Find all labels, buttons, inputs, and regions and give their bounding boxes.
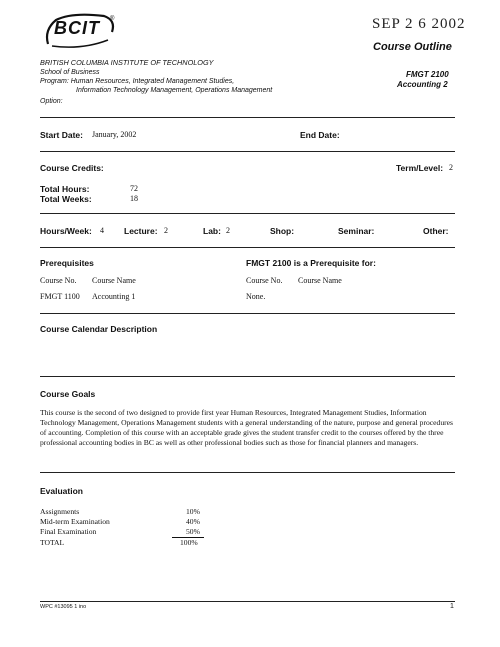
divider: [40, 213, 455, 214]
start-date-value: January, 2002: [92, 130, 137, 139]
course-credits-label: Course Credits:: [40, 163, 104, 173]
lecture-value: 2: [164, 226, 168, 235]
doc-title: Course Outline: [373, 41, 452, 53]
eval-item: Assignments: [40, 507, 80, 516]
eval-total-value: 100%: [180, 538, 198, 547]
page-number: 1: [450, 603, 454, 610]
divider: [40, 313, 455, 314]
calendar-description-title: Course Calendar Description: [40, 324, 158, 334]
seminar-label: Seminar:: [338, 226, 375, 236]
eval-pct: 40%: [186, 517, 200, 526]
course-name: Accounting 2: [397, 80, 448, 89]
prereq-col-name: Course Name: [92, 276, 136, 285]
date-stamp: SEP 2 6 2002: [372, 16, 466, 32]
eval-total-label: TOTAL: [40, 538, 65, 547]
program-line-2: Information Technology Management, Operations Management: [76, 87, 273, 94]
is-prereq-row-no: None.: [246, 292, 266, 301]
option-label: Option:: [40, 98, 63, 105]
divider: [40, 151, 455, 152]
logo-text: BCIT: [54, 18, 100, 38]
course-goals-text: This course is the second of two designed to provide first year Human Resources, Integrated Management Studies, Information Technology Management, Operations Management students with a general understanding of the nature, purpose and general procedures of accounting. Completion of this course with an acceptable grade gives the student transfer credit to the courses offered by the three professional accounting bodies in BC as well as other professional bodies such as those for financial planners and managers.: [40, 408, 453, 447]
lab-value: 2: [226, 226, 230, 235]
total-weeks-label: Total Weeks:: [40, 194, 92, 204]
hours-week-label: Hours/Week:: [40, 226, 92, 236]
total-hours-value: 72: [130, 184, 138, 193]
footer-code: WPC #13095 1 ino: [40, 604, 87, 610]
school-name: School of Business: [40, 69, 100, 76]
evaluation-title: Evaluation: [40, 486, 83, 496]
footer-divider: [40, 601, 455, 602]
divider: [40, 376, 455, 377]
divider: [40, 117, 455, 118]
is-prerequisite-title: FMGT 2100 is a Prerequisite for:: [246, 258, 376, 268]
prereq-row-no: FMGT 1100: [40, 292, 80, 301]
program-line-1: Program: Human Resources, Integrated Management Studies,: [40, 78, 235, 85]
eval-pct: 10%: [186, 507, 200, 516]
end-date-label: End Date:: [300, 130, 340, 140]
other-label: Other:: [423, 226, 449, 236]
is-prereq-col-no: Course No.: [246, 276, 283, 285]
prereq-col-no: Course No.: [40, 276, 77, 285]
course-code: FMGT 2100: [406, 70, 449, 79]
shop-label: Shop:: [270, 226, 295, 236]
divider: [40, 472, 455, 473]
course-goals-title: Course Goals: [40, 389, 96, 399]
prereq-row-name: Accounting 1: [92, 292, 136, 301]
is-prereq-col-name: Course Name: [298, 276, 342, 285]
total-weeks-value: 18: [130, 194, 138, 203]
total-hours-label: Total Hours:: [40, 184, 90, 194]
term-level-value: 2: [449, 163, 453, 172]
registered-mark-icon: ®: [110, 16, 115, 22]
hours-week-value: 4: [100, 226, 104, 235]
lab-label: Lab:: [203, 226, 221, 236]
start-date-label: Start Date:: [40, 130, 83, 140]
prerequisites-title: Prerequisites: [40, 258, 94, 268]
eval-item: Mid-term Examination: [40, 517, 110, 526]
eval-pct: 50%: [186, 527, 200, 536]
eval-item: Final Examination: [40, 527, 97, 536]
institute-name: BRITISH COLUMBIA INSTITUTE OF TECHNOLOGY: [40, 58, 214, 67]
lecture-label: Lecture:: [124, 226, 158, 236]
term-level-label: Term/Level:: [396, 163, 444, 173]
divider: [40, 247, 455, 248]
